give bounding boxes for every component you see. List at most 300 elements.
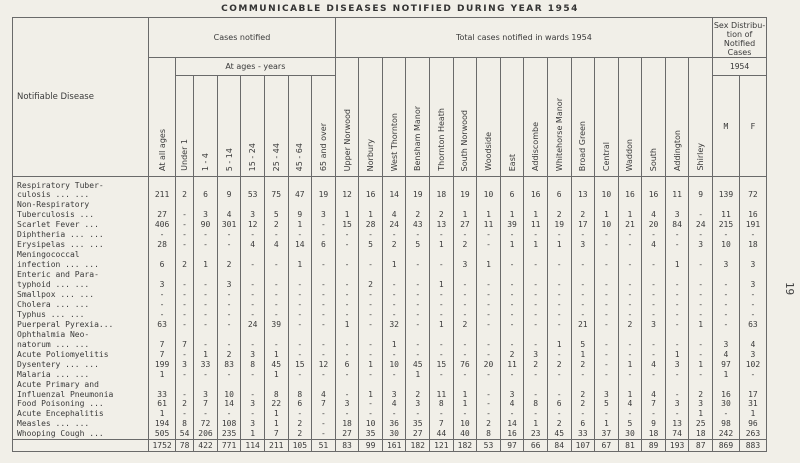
table-cell: 2 bbox=[453, 240, 477, 250]
table-cell: - bbox=[665, 230, 689, 240]
table-cell: 8 bbox=[288, 380, 312, 400]
disease-name bbox=[13, 409, 149, 419]
table-cell: 16 bbox=[713, 380, 740, 400]
col-header-ward: West Thornton bbox=[382, 58, 406, 177]
table-cell: 28 bbox=[359, 220, 383, 230]
table-cell: - bbox=[453, 350, 477, 360]
table-cell: - bbox=[335, 230, 359, 240]
table-cell: - bbox=[359, 230, 383, 240]
col-header-age: 5 - 14 bbox=[217, 76, 241, 177]
table-cell: 2 bbox=[382, 240, 406, 250]
table-cell: 8 bbox=[264, 380, 288, 400]
table-cell: - bbox=[264, 270, 288, 290]
table-cell: - bbox=[264, 250, 288, 270]
disease-name-line: Acute Encephalitis bbox=[17, 409, 104, 419]
table-cell: 16 bbox=[739, 200, 766, 220]
table-cell: - bbox=[524, 300, 548, 310]
table-cell: 16 bbox=[524, 177, 548, 201]
table-cell: 8 bbox=[430, 399, 454, 409]
table-cell: 1 bbox=[264, 419, 288, 429]
table-cell: - bbox=[547, 230, 571, 240]
table-cell: - bbox=[713, 270, 740, 290]
disease-name-line: Erysipelas ... ... bbox=[17, 240, 104, 250]
table-cell: 1 bbox=[618, 360, 642, 370]
table-cell: 3 bbox=[149, 270, 176, 290]
table-cell: 5 bbox=[595, 399, 619, 409]
table-cell: 3 bbox=[524, 350, 548, 360]
disease-name bbox=[13, 200, 149, 220]
table-cell: 6 bbox=[194, 177, 218, 201]
table-cell: 54 bbox=[175, 429, 193, 439]
table-cell: - bbox=[288, 230, 312, 240]
table-cell: - bbox=[335, 250, 359, 270]
table-cell: 9 bbox=[689, 177, 713, 201]
table-row bbox=[13, 230, 767, 240]
table-cell: 63 bbox=[739, 320, 766, 330]
table-cell: 32 bbox=[382, 320, 406, 330]
table-cell: - bbox=[288, 320, 312, 330]
table-cell: - bbox=[382, 350, 406, 360]
sex-distribution-header: Sex Distribu- tion of Notified Cases bbox=[713, 18, 767, 58]
disease-name-line: Influenzal Pneumonia bbox=[17, 389, 114, 399]
table-cell: - bbox=[194, 300, 218, 310]
table-cell: - bbox=[739, 290, 766, 300]
disease-name-line: Tuberculosis ... bbox=[17, 210, 95, 220]
table-cell: 27 bbox=[406, 429, 430, 439]
total-cell: 51 bbox=[312, 440, 336, 452]
table-cell: 84 bbox=[665, 220, 689, 230]
table-cell: - bbox=[524, 320, 548, 330]
table-cell: - bbox=[382, 290, 406, 300]
table-cell: 90 bbox=[194, 220, 218, 230]
table-cell: 4 bbox=[618, 399, 642, 409]
table-cell: - bbox=[288, 330, 312, 350]
table-body bbox=[13, 177, 767, 452]
table-cell: - bbox=[241, 409, 265, 419]
table-cell: - bbox=[241, 310, 265, 320]
table-cell: 33 bbox=[571, 429, 595, 439]
table-cell: - bbox=[500, 330, 524, 350]
table-cell: 9 bbox=[642, 419, 666, 429]
table-cell: 4 bbox=[312, 380, 336, 400]
table-cell: - bbox=[500, 320, 524, 330]
table-cell: - bbox=[217, 230, 241, 240]
table-cell: - bbox=[359, 250, 383, 270]
table-cell: 75 bbox=[264, 177, 288, 201]
table-cell: 2 bbox=[288, 429, 312, 439]
table-row bbox=[13, 419, 767, 429]
table-cell: - bbox=[312, 250, 336, 270]
table-cell: 1 bbox=[382, 330, 406, 350]
table-cell: 14 bbox=[382, 177, 406, 201]
table-cell: - bbox=[382, 409, 406, 419]
table-cell: 9 bbox=[288, 200, 312, 220]
table-cell: 1 bbox=[500, 200, 524, 220]
table-cell: 10 bbox=[595, 220, 619, 230]
col-header-age: Under 1 bbox=[175, 76, 193, 177]
table-cell: 1 bbox=[359, 360, 383, 370]
table-cell: - bbox=[194, 270, 218, 290]
table-cell: 2 bbox=[500, 350, 524, 360]
table-cell: - bbox=[241, 380, 265, 400]
table-cell: 24 bbox=[241, 320, 265, 330]
table-cell: 3 bbox=[713, 330, 740, 350]
table-cell: - bbox=[149, 310, 176, 320]
table-cell: - bbox=[618, 370, 642, 380]
table-cell: 4 bbox=[642, 200, 666, 220]
table-cell: 10 bbox=[453, 419, 477, 429]
disease-name-line: Enteric and Para- bbox=[17, 270, 99, 280]
disease-name bbox=[13, 230, 149, 240]
table-cell: 43 bbox=[406, 220, 430, 230]
table-cell: 4 bbox=[642, 380, 666, 400]
table-cell: 2 bbox=[618, 320, 642, 330]
table-cell: 14 bbox=[217, 399, 241, 409]
table-cell: - bbox=[359, 409, 383, 419]
table-cell: 1 bbox=[406, 370, 430, 380]
disease-header: Notifiable Disease bbox=[13, 18, 149, 177]
table-cell: - bbox=[571, 300, 595, 310]
table-cell: 23 bbox=[524, 429, 548, 439]
table-cell: - bbox=[547, 370, 571, 380]
table-cell: 2 bbox=[547, 419, 571, 429]
table-cell: - bbox=[194, 240, 218, 250]
disease-name-line: Respiratory Tuber- bbox=[17, 180, 104, 190]
disease-name bbox=[13, 250, 149, 270]
table-cell: 7 bbox=[642, 399, 666, 409]
total-cell: 211 bbox=[264, 440, 288, 452]
disease-name-line: Meningococcal bbox=[17, 250, 80, 260]
table-cell: 7 bbox=[149, 330, 176, 350]
table-cell: 3 bbox=[595, 380, 619, 400]
table-cell: 24 bbox=[689, 220, 713, 230]
table-cell: - bbox=[312, 230, 336, 240]
table-cell: 1 bbox=[689, 409, 713, 419]
table-cell: - bbox=[312, 419, 336, 429]
col-header-ward: Norbury bbox=[359, 58, 383, 177]
table-cell: 53 bbox=[241, 177, 265, 201]
table-cell: - bbox=[642, 290, 666, 300]
table-cell: - bbox=[595, 330, 619, 350]
table-cell: - bbox=[713, 290, 740, 300]
table-cell: 1 bbox=[194, 350, 218, 360]
table-cell: 96 bbox=[739, 419, 766, 429]
table-row bbox=[13, 270, 767, 290]
table-cell: - bbox=[689, 250, 713, 270]
table-cell: - bbox=[312, 370, 336, 380]
table-cell: - bbox=[312, 310, 336, 320]
table-cell: 7 bbox=[149, 350, 176, 360]
table-cell: 1 bbox=[194, 250, 218, 270]
totals-row bbox=[13, 440, 767, 452]
table-cell: - bbox=[241, 270, 265, 290]
page-number: 19 bbox=[782, 281, 796, 296]
table-cell: 1 bbox=[665, 250, 689, 270]
table-cell: 1 bbox=[477, 250, 501, 270]
table-cell: - bbox=[595, 300, 619, 310]
table-cell: 37 bbox=[595, 429, 619, 439]
table-cell: - bbox=[149, 290, 176, 300]
table-cell: 9 bbox=[217, 177, 241, 201]
table-cell: - bbox=[382, 310, 406, 320]
table-cell: - bbox=[642, 270, 666, 290]
table-cell: 3 bbox=[217, 270, 241, 290]
col-header-ward: South Norwood bbox=[453, 58, 477, 177]
table-cell: 2 bbox=[217, 250, 241, 270]
table-cell: 6 bbox=[335, 360, 359, 370]
table-cell: 3 bbox=[241, 399, 265, 409]
table-cell: 3 bbox=[335, 399, 359, 409]
table-cell: 191 bbox=[739, 220, 766, 230]
table-cell: - bbox=[665, 290, 689, 300]
total-cell: 182 bbox=[406, 440, 430, 452]
table-row bbox=[13, 409, 767, 419]
table-cell: 2 bbox=[406, 380, 430, 400]
table-cell: 1 bbox=[359, 200, 383, 220]
table-cell: 12 bbox=[241, 220, 265, 230]
table-cell: 19 bbox=[547, 220, 571, 230]
total-cell: 121 bbox=[430, 440, 454, 452]
table-cell: 1 bbox=[547, 240, 571, 250]
table-cell: 2 bbox=[453, 320, 477, 330]
table-cell: - bbox=[477, 399, 501, 409]
table-cell: - bbox=[406, 409, 430, 419]
table-cell: - bbox=[618, 330, 642, 350]
col-header-age: 15 - 24 bbox=[241, 76, 265, 177]
table-cell: 3 bbox=[665, 200, 689, 220]
table-cell: - bbox=[524, 409, 548, 419]
table-cell: 14 bbox=[500, 419, 524, 429]
table-cell: - bbox=[217, 300, 241, 310]
disease-name bbox=[13, 290, 149, 300]
table-row bbox=[13, 320, 767, 330]
col-header-ward: South bbox=[642, 58, 666, 177]
ward-totals-header: Total cases notified in wards 1954 bbox=[335, 18, 712, 58]
table-cell: 10 bbox=[595, 177, 619, 201]
table-cell: 18 bbox=[739, 240, 766, 250]
table-cell: 2 bbox=[547, 360, 571, 370]
table-cell: 18 bbox=[430, 177, 454, 201]
table-cell: 6 bbox=[547, 177, 571, 201]
sex-year-header: 1954 bbox=[713, 58, 767, 76]
table-cell: 33 bbox=[149, 380, 176, 400]
table-cell: 15 bbox=[430, 360, 454, 370]
table-cell: 3 bbox=[642, 320, 666, 330]
table-cell: 7 bbox=[175, 330, 193, 350]
table-cell: - bbox=[524, 380, 548, 400]
table-cell: 4 bbox=[500, 399, 524, 409]
table-cell: 2 bbox=[359, 270, 383, 290]
table-cell: - bbox=[571, 270, 595, 290]
table-cell: 8 bbox=[477, 429, 501, 439]
table-cell: 16 bbox=[500, 429, 524, 439]
table-cell: - bbox=[430, 330, 454, 350]
table-cell: 139 bbox=[713, 177, 740, 201]
disease-name-line: Ophthalmia Neo- bbox=[17, 329, 90, 339]
table-cell: 1 bbox=[430, 270, 454, 290]
table-cell: - bbox=[217, 330, 241, 350]
table-cell: - bbox=[689, 370, 713, 380]
table-cell: - bbox=[642, 230, 666, 240]
table-cell: - bbox=[453, 270, 477, 290]
table-cell: 5 bbox=[264, 200, 288, 220]
table-cell: - bbox=[689, 300, 713, 310]
disease-name-line: Cholera ... ... bbox=[17, 299, 90, 309]
table-cell: - bbox=[642, 330, 666, 350]
table-cell: 40 bbox=[453, 429, 477, 439]
table-cell: 505 bbox=[149, 429, 176, 439]
table-cell: 28 bbox=[149, 240, 176, 250]
table-cell: - bbox=[500, 290, 524, 300]
table-cell: 15 bbox=[335, 220, 359, 230]
table-cell: 13 bbox=[665, 419, 689, 429]
table-cell: 1 bbox=[595, 419, 619, 429]
table-cell: - bbox=[713, 320, 740, 330]
table-cell: 1 bbox=[547, 330, 571, 350]
table-cell: - bbox=[500, 270, 524, 290]
table-cell: - bbox=[312, 320, 336, 330]
table-cell: - bbox=[288, 290, 312, 300]
table-cell: - bbox=[406, 230, 430, 240]
disease-name bbox=[13, 360, 149, 370]
table-cell: - bbox=[477, 330, 501, 350]
disease-name-line: Dysentery ... ... bbox=[17, 359, 99, 369]
table-cell: - bbox=[547, 380, 571, 400]
table-cell: 10 bbox=[713, 240, 740, 250]
table-cell: - bbox=[713, 230, 740, 240]
table-row bbox=[13, 290, 767, 300]
table-cell: - bbox=[524, 310, 548, 320]
table-row bbox=[13, 370, 767, 380]
table-row bbox=[13, 240, 767, 250]
table-cell: 11 bbox=[713, 200, 740, 220]
table-cell: - bbox=[477, 230, 501, 240]
table-cell: - bbox=[312, 429, 336, 439]
table-cell: 21 bbox=[571, 320, 595, 330]
table-cell: 44 bbox=[430, 429, 454, 439]
table-cell: - bbox=[241, 250, 265, 270]
table-cell: 35 bbox=[359, 429, 383, 439]
totals-label bbox=[13, 440, 149, 452]
table-cell: 1 bbox=[359, 380, 383, 400]
table-row bbox=[13, 429, 767, 439]
table-cell: 4 bbox=[382, 200, 406, 220]
table-cell: - bbox=[595, 320, 619, 330]
disease-name-line: Acute Primary and bbox=[17, 379, 99, 389]
table-cell: - bbox=[175, 300, 193, 310]
table-cell: 10 bbox=[359, 419, 383, 429]
total-cell: 83 bbox=[335, 440, 359, 452]
table-cell: - bbox=[618, 310, 642, 320]
table-cell: - bbox=[500, 250, 524, 270]
table-cell: 1 bbox=[264, 350, 288, 360]
total-cell: 161 bbox=[382, 440, 406, 452]
table-cell: - bbox=[241, 290, 265, 300]
table-row bbox=[13, 200, 767, 220]
table-cell: 206 bbox=[194, 429, 218, 439]
table-cell: - bbox=[618, 270, 642, 290]
table-cell: 3 bbox=[406, 399, 430, 409]
col-header-ward: Woodside bbox=[477, 58, 501, 177]
table-cell: 102 bbox=[739, 360, 766, 370]
table-cell: 3 bbox=[241, 350, 265, 360]
table-cell: - bbox=[335, 240, 359, 250]
table-cell: - bbox=[665, 320, 689, 330]
table-cell: 3 bbox=[739, 250, 766, 270]
table-cell: - bbox=[500, 300, 524, 310]
table-cell: - bbox=[477, 240, 501, 250]
table-cell: - bbox=[359, 310, 383, 320]
table-cell: - bbox=[359, 330, 383, 350]
table-cell: 3 bbox=[739, 270, 766, 290]
table-cell: 1 bbox=[288, 220, 312, 230]
table-cell: - bbox=[382, 370, 406, 380]
table-cell: 45 bbox=[547, 429, 571, 439]
table-cell: 1 bbox=[241, 429, 265, 439]
table-cell: 5 bbox=[359, 240, 383, 250]
col-header-ward: Thornton Heath bbox=[430, 58, 454, 177]
table-cell: - bbox=[642, 250, 666, 270]
table-cell: - bbox=[618, 290, 642, 300]
disease-name-line: typhoid ... ... bbox=[17, 280, 90, 290]
total-cell: 84 bbox=[547, 440, 571, 452]
total-cell: 78 bbox=[175, 440, 193, 452]
table-cell: - bbox=[194, 230, 218, 240]
table-cell: 1 bbox=[524, 419, 548, 429]
table-cell: - bbox=[217, 370, 241, 380]
male-header: M bbox=[713, 76, 740, 177]
table-cell: 76 bbox=[453, 360, 477, 370]
table-cell: - bbox=[406, 270, 430, 290]
table-row bbox=[13, 310, 767, 320]
disease-name bbox=[13, 220, 149, 230]
table-cell: 3 bbox=[241, 419, 265, 429]
table-cell: - bbox=[595, 350, 619, 360]
table-cell: 2 bbox=[175, 177, 193, 201]
table-cell: - bbox=[713, 300, 740, 310]
table-cell: - bbox=[359, 399, 383, 409]
table-cell: 2 bbox=[288, 419, 312, 429]
table-cell: - bbox=[175, 350, 193, 360]
table-cell: - bbox=[453, 370, 477, 380]
table-cell: - bbox=[312, 330, 336, 350]
table-cell: 1 bbox=[335, 320, 359, 330]
disease-name-line: Acute Poliomyelitis bbox=[17, 349, 109, 359]
table-cell: - bbox=[335, 310, 359, 320]
col-header-ward: Central bbox=[595, 58, 619, 177]
table-cell: - bbox=[453, 290, 477, 300]
table-cell: - bbox=[571, 370, 595, 380]
table-cell: 30 bbox=[618, 429, 642, 439]
table-cell: 39 bbox=[264, 320, 288, 330]
table-cell: 199 bbox=[149, 360, 176, 370]
table-cell: 17 bbox=[739, 380, 766, 400]
table-cell: - bbox=[739, 230, 766, 240]
table-cell: 3 bbox=[241, 200, 265, 220]
table-cell: - bbox=[547, 350, 571, 360]
table-cell: 8 bbox=[524, 399, 548, 409]
table-row bbox=[13, 360, 767, 370]
table-cell: - bbox=[288, 350, 312, 360]
table-cell: - bbox=[595, 270, 619, 290]
table-cell: - bbox=[665, 330, 689, 350]
table-cell: - bbox=[547, 300, 571, 310]
at-ages-header: At ages - years bbox=[175, 58, 335, 76]
table-cell: - bbox=[335, 350, 359, 360]
table-cell: 3 bbox=[739, 350, 766, 360]
table-cell: 16 bbox=[642, 177, 666, 201]
table-cell: 2 bbox=[547, 200, 571, 220]
